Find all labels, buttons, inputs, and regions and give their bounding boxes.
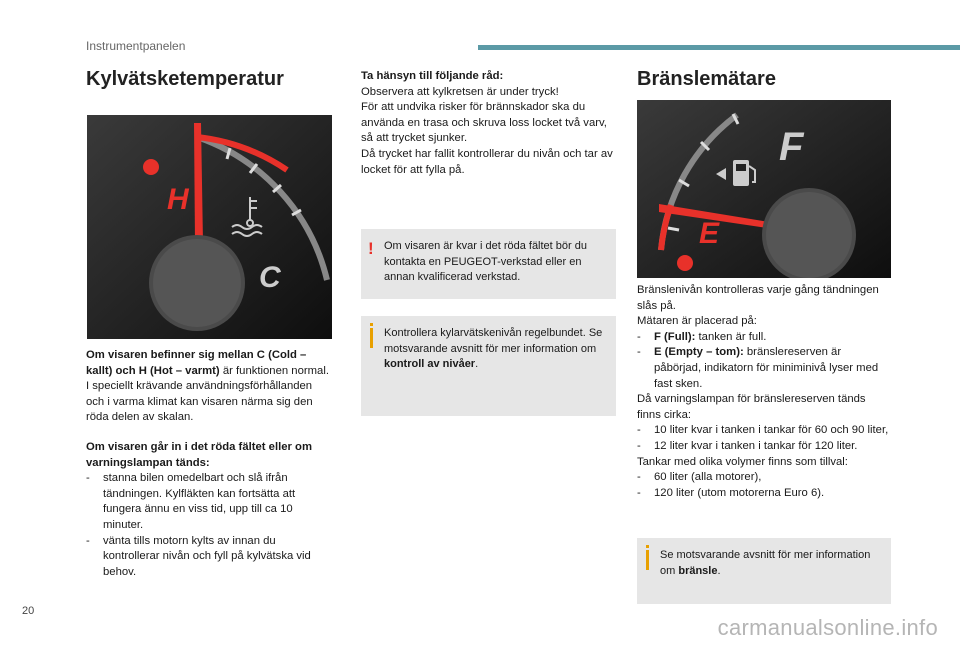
caution-title: Ta hänsyn till följande råd: (361, 70, 504, 82)
fuel-intro: Bränslenivån kontrolleras varje gång tändningen slås på. (637, 284, 879, 312)
warning-exclamation-icon: ! (368, 239, 374, 258)
fuel-tank-intro: Tankar med olika volymer finns som tillval: (637, 455, 848, 468)
fuel-empty-label: E (699, 217, 720, 250)
coolant-cold-label: C (259, 261, 281, 294)
fuel-title: Bränslemätare (637, 68, 776, 90)
info-box-coolant: Kontrollera kylarvätskenivån regelbundet. Se motsvarande avsnitt för mer information om kontroll av nivåer. (361, 316, 616, 416)
coolant-gauge-image (87, 115, 332, 339)
header-accent-bar (478, 45, 960, 50)
fuel-reserve-intro: Då varningslampan för bränslereserven tänds finns cirka: (637, 393, 866, 421)
fuel-reserve-item: - 10 liter kvar i tanken i tankar för 60 och 90 liter, (637, 424, 889, 437)
coolant-para-normal: Om visaren befinner sig mellan C (Cold – kallt) och H (Hot – varmt) är funktionen normal. (86, 349, 329, 377)
fuel-reserve-item: - 12 liter kvar i tanken i tankar för 120 liter. (637, 439, 858, 452)
info-icon (370, 328, 373, 348)
coolant-bullet: - vänta tills motorn kylts av innan du kontrollerar nivån och fyll på kylvätska vid behov. (86, 534, 311, 578)
caution-line: Observera att kylkretsen är under tryck! (361, 85, 559, 98)
fuel-full-label: F (779, 125, 804, 169)
warning-box: ! Om visaren är kvar i det röda fältet bör du kontakta en PEUGEOT-verkstad eller en annan kvalificerad verkstad. (361, 229, 616, 299)
coolant-bullet: - stanna bilen omedelbart och slå ifrån tändningen. Kylfläkten kan fortsätta att fungera ännu en viss tid, upp till ca 10 minuter. (86, 472, 296, 531)
fuel-item: - E (Empty – tom): bränslereserven är påbörjad, indikatorn för miniminivå lyser med fast sken. (637, 346, 879, 390)
fuel-tank-item: - 60 liter (alla motorer), (637, 471, 762, 484)
caution-line: För att undvika risker för brännskador ska du använda en trasa och skruva loss locket två varv, så att trycket sjunker. (361, 101, 607, 145)
fuel-tank-item: - 120 liter (utom motorerna Euro 6). (637, 486, 825, 499)
fuel-gauge-image (637, 100, 891, 278)
fuel-placed: Mätaren är placerad på: (637, 315, 757, 328)
header-section: Instrumentpanelen (86, 39, 186, 53)
coolant-hot-label: H (167, 183, 189, 216)
info-icon (646, 550, 649, 570)
caution-line: Då trycket har fallit kontrollerar du nivån och tar av locket för att fylla på. (361, 147, 613, 176)
info-box-fuel: Se motsvarande avsnitt för mer information om bränsle. (637, 538, 891, 604)
coolant-para-red: Om visaren går in i det röda fältet eller om varningslampan tänds: (86, 440, 313, 469)
page-number: 20 (22, 605, 35, 617)
watermark: carmanualsonline.info (717, 615, 938, 640)
fuel-item: - F (Full): tanken är full. (637, 330, 767, 343)
coolant-title: Kylvätsketemperatur (86, 68, 284, 90)
coolant-para-demanding: I speciellt krävande användningsförhållanden och i varma klimat kan visaren närma sig den röda delen av skalan. (86, 380, 313, 424)
